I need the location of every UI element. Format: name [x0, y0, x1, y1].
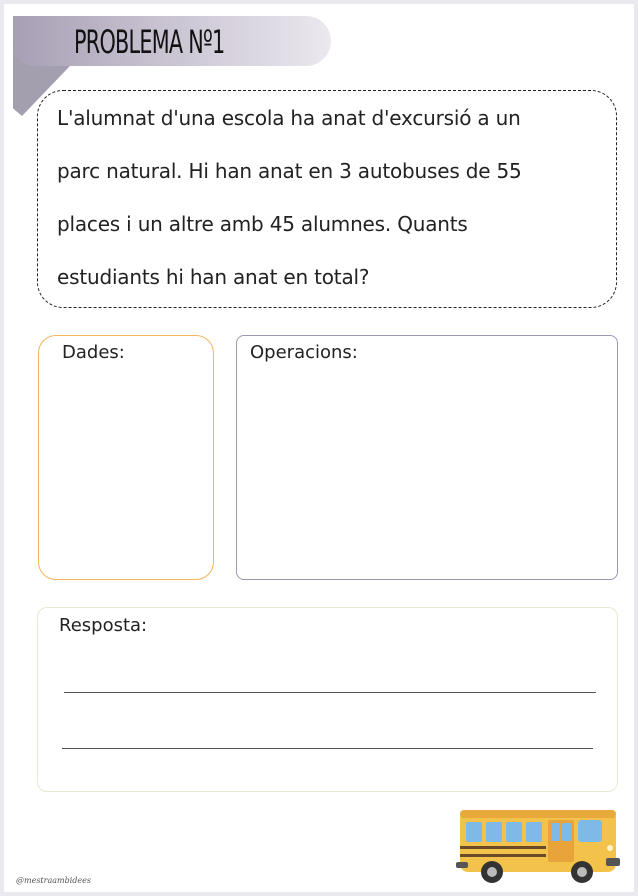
- problem-statement-line: places i un altre amb 45 alumnes. Quants: [57, 212, 468, 236]
- answer-line[interactable]: [62, 748, 593, 749]
- data-box[interactable]: [38, 335, 214, 580]
- page-title: PROBLEMA Nº1: [74, 23, 225, 61]
- problem-statement-line: parc natural. Hi han anat en 3 autobuses de 55: [57, 159, 522, 183]
- answer-line[interactable]: [64, 692, 596, 693]
- problem-statement-line: L'alumnat d'una escola ha anat d'excursió a un: [57, 106, 521, 130]
- operations-box[interactable]: [236, 335, 618, 580]
- school-bus-icon: [456, 800, 620, 886]
- answer-box-label: Resposta:: [59, 615, 148, 636]
- operations-box-label: Operacions:: [250, 342, 358, 363]
- author-credit: @mestraambidees: [16, 876, 91, 885]
- problem-statement-line: estudiants hi han anat en total?: [57, 265, 370, 289]
- data-box-label: Dades:: [62, 342, 125, 363]
